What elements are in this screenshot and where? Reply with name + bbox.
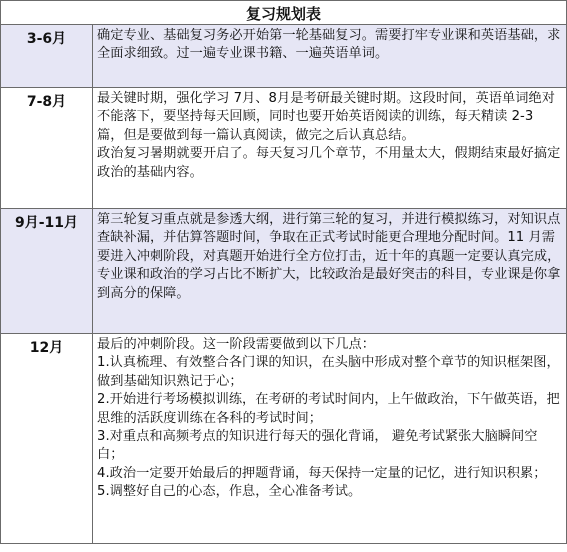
content-line: 3.对重点和高频考点的知识进行每天的强化背诵， 避免考试紧张大脑瞬间空白；	[97, 429, 538, 463]
table-title-row	[1, 1, 567, 25]
content-cell	[93, 88, 567, 209]
table-title: 复习规划表	[1, 1, 567, 25]
table-row	[1, 88, 567, 209]
period-cell: 7-8月	[1, 88, 93, 209]
content-line: 最关键时期，强化学习 7月、8月是考研最关键时期。这段时间，英语单词绝对不能落下，要坚持每天回顾，同时也要开始英语阅读的训练，每天精读 2-3 篇，但是要做到每一篇认真阅读，做完之后认真总结。	[97, 91, 555, 143]
table-row	[1, 209, 567, 334]
content-line: 确定专业、基础复习务必开始第一轮基础复习。需要打牢专业课和英语基础，求全面求细致。过一遍专业课书籍、一遍英语单词。	[97, 28, 561, 62]
content-line: 5.调整好自己的心态，作息，全心准备考试。	[97, 484, 362, 500]
period-cell: 9月-11月	[1, 209, 93, 334]
content-line: 4.政治一定要开始最后的押题背诵，每天保持一定量的记忆，进行知识积累；	[97, 465, 547, 481]
content-line: 最后的冲刺阶段。这一阶段需要做到以下几点：	[97, 337, 375, 352]
content-cell	[93, 25, 567, 88]
table-row	[1, 25, 567, 88]
content-cell	[93, 209, 567, 334]
period-cell: 3-6月	[1, 25, 93, 88]
content-cell	[93, 334, 567, 544]
period-cell: 12月	[1, 334, 93, 544]
content-line: 政治复习暑期就要开启了。每天复习几个章节，不用量太大，假期结束最好搞定政治的基础内容。	[97, 146, 561, 180]
table-row	[1, 334, 567, 544]
content-line: 1.认真梳理、有效整合各门课的知识，在头脑中形成对整个章节的知识框架图，做到基础知识熟记于心；	[97, 355, 560, 389]
content-line: 第三轮复习重点就是参透大纲，进行第三轮的复习，并进行模拟练习，对知识点查缺补漏，并估算答题时间，争取在正式考试时能更合理地分配时间。11 月需要进入冲刺阶段，对真题开始进行全方位打击，近十年的真题一定要认真完成，专业课和政治的学习占比不断扩大，比较政治是最好突击的科目，专业课是你拿到高分的保障。	[97, 212, 561, 301]
content-line: 2.开始进行考场模拟训练，在考研的考试时间内，上午做政治，下午做英语，把思维的活跃度训练在各科的考试时间；	[97, 392, 560, 426]
